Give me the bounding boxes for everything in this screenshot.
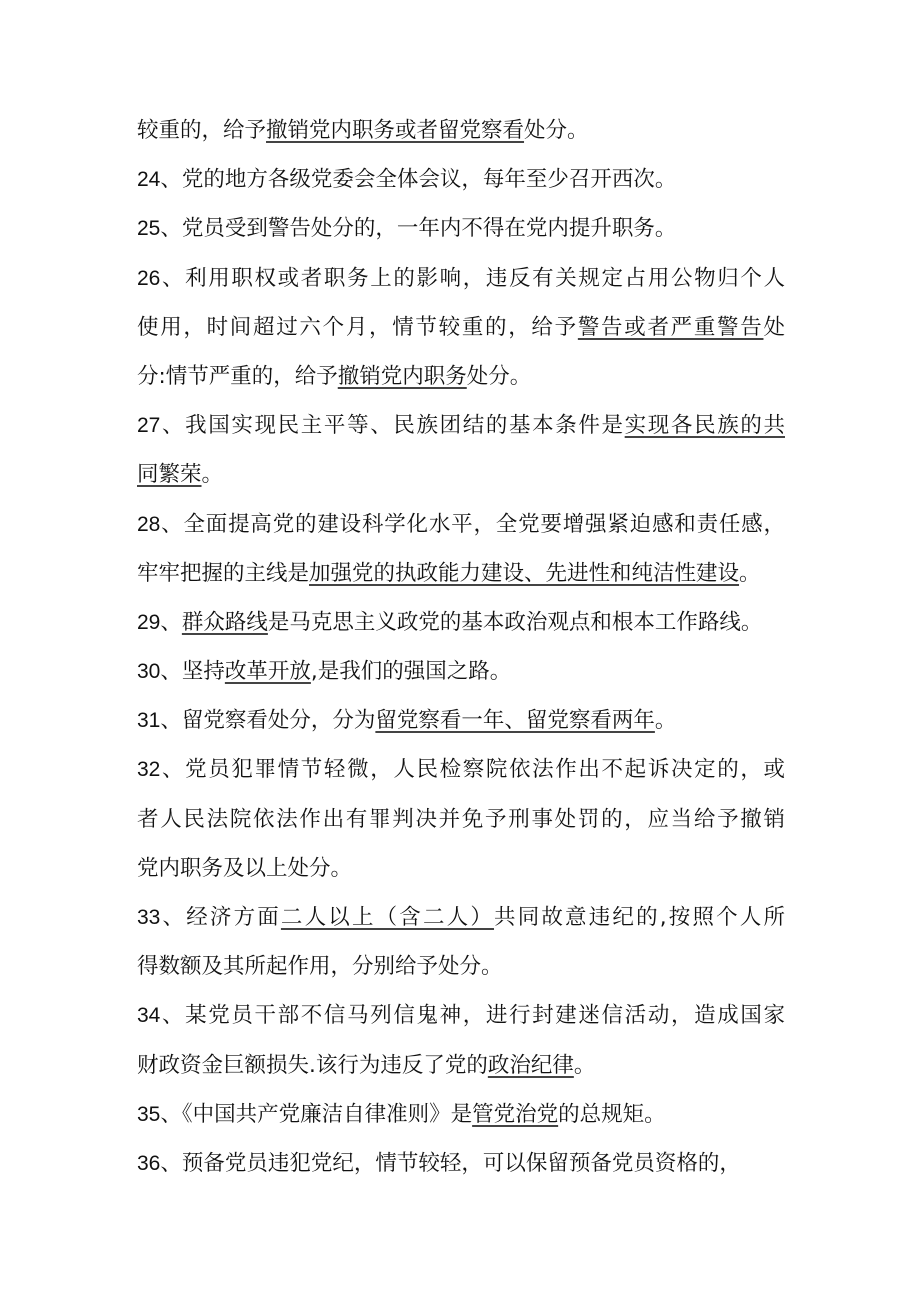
paragraph	[137, 204, 785, 253]
underlined-answer: 加强党的执政能力建设、先进性和纯洁性建设	[309, 560, 740, 586]
paragraph	[137, 106, 785, 155]
question-number: 34	[137, 1004, 161, 1028]
question-number: 25	[137, 217, 161, 241]
underlined-answer: 撤销党内职务或者留党察看	[266, 118, 525, 143]
text-line	[137, 795, 785, 844]
text-segment: 。	[654, 708, 677, 734]
text-line	[137, 1090, 785, 1139]
text-line	[137, 155, 785, 204]
text-segment: 、留党察看处分，分为	[160, 708, 376, 734]
text-segment: 。	[739, 560, 761, 586]
text-line	[137, 893, 785, 942]
question-number: 31	[137, 709, 161, 733]
text-line	[137, 598, 785, 647]
text-line	[137, 745, 785, 794]
text-segment: 财政资金巨额损失.该行为违反了党的	[137, 1052, 488, 1078]
underlined-answer: 实现各民族的共	[624, 413, 785, 439]
text-segment: 共同故意违纪的,按照个人所	[494, 905, 785, 930]
document-body	[137, 106, 785, 1188]
paragraph	[137, 598, 785, 647]
text-segment: 、党员受到警告处分的，一年内不得在党内提升职务。	[160, 216, 677, 242]
text-segment: 、全面提高党的建设科学化水平，全党要增强紧迫感和责任感，	[160, 511, 785, 537]
question-number: 30	[137, 660, 161, 684]
underlined-answer: 改革开放	[224, 659, 311, 685]
text-line	[137, 254, 785, 303]
text-segment: 得数额及其所起作用，分别给予处分。	[137, 954, 503, 980]
text-line	[137, 549, 785, 598]
paragraph	[137, 696, 785, 745]
question-number: 35	[137, 1102, 161, 1126]
paragraph	[137, 1090, 785, 1139]
text-line	[137, 942, 785, 991]
text-segment: 使用，时间超过六个月，情节较重的，给予	[137, 314, 578, 340]
text-segment: 较重的，给予	[137, 118, 267, 143]
text-segment: 。	[573, 1052, 596, 1078]
text-segment: 。	[201, 462, 224, 488]
text-segment: 、某党员干部不信马列信鬼神，进行封建迷信活动，造成国家	[160, 1003, 785, 1029]
text-segment: 、	[160, 609, 182, 635]
paragraph	[137, 991, 785, 1089]
text-line	[137, 844, 785, 893]
text-line	[137, 303, 785, 352]
text-segment: 、坚持	[160, 659, 225, 685]
paragraph	[137, 254, 785, 402]
text-segment: 党内职务及以上处分。	[137, 855, 353, 881]
text-line	[137, 450, 785, 499]
text-segment: 牢牢把握的主线是	[137, 560, 310, 586]
text-segment: 、利用职权或者职务上的影响，违反有关规定占用公物归个人	[160, 265, 785, 291]
text-segment: 者人民法院依法作出有罪判决并免予刑事处罚的，应当给予撤销	[137, 806, 785, 832]
underlined-answer: 二人以上（含二人）	[280, 905, 495, 930]
paragraph	[137, 401, 785, 499]
underlined-answer: 管党治党	[472, 1101, 559, 1127]
question-number: 24	[137, 168, 161, 192]
text-line	[137, 696, 785, 745]
text-segment: 处分。	[466, 363, 532, 389]
question-number: 26	[137, 266, 161, 290]
text-segment: 分:情节严重的，给予	[137, 363, 338, 389]
question-number: 36	[137, 1151, 161, 1175]
paragraph	[137, 745, 785, 893]
text-segment: 是马克思主义政党的基本政治观点和根本工作路线。	[267, 609, 763, 635]
text-line	[137, 647, 785, 696]
paragraph	[137, 500, 785, 598]
underlined-answer: 群众路线	[181, 609, 268, 635]
underlined-answer: 撤销党内职务	[337, 363, 467, 389]
text-line	[137, 352, 785, 401]
text-segment: 处分。	[524, 118, 589, 143]
text-segment: 、经济方面	[160, 905, 281, 930]
paragraph	[137, 893, 785, 991]
text-line	[137, 106, 785, 155]
text-line	[137, 204, 785, 253]
underlined-answer: 警告或者严重警告	[577, 314, 764, 340]
text-segment: 的总规矩。	[558, 1101, 666, 1127]
text-line	[137, 1139, 785, 1188]
text-line	[137, 1041, 785, 1090]
text-segment: 处	[763, 314, 785, 340]
text-segment: 、我国实现民主平等、民族团结的基本条件是	[160, 413, 625, 439]
question-number: 29	[137, 610, 161, 634]
paragraph	[137, 647, 785, 696]
paragraph	[137, 1139, 785, 1188]
question-number: 32	[137, 758, 161, 782]
underlined-answer: 留党察看一年、留党察看两年	[375, 708, 655, 734]
text-line	[137, 401, 785, 450]
text-segment: 、党的地方各级党委会全体会议，每年至少召开西次。	[160, 167, 677, 193]
underlined-answer: 同繁荣	[137, 462, 202, 488]
question-number: 33	[137, 906, 161, 929]
text-line	[137, 991, 785, 1040]
text-segment: 、预备党员违犯党纪，情节较轻，可以保留预备党员资格的，	[160, 1150, 741, 1176]
underlined-answer: 政治纪律	[487, 1052, 574, 1078]
text-segment: ,是我们的强国之路。	[310, 659, 512, 685]
question-number: 27	[137, 414, 161, 438]
text-line	[137, 500, 785, 549]
text-segment: 、《中国共产党廉洁自律准则》是	[160, 1101, 473, 1127]
paragraph	[137, 155, 785, 204]
question-number: 28	[137, 512, 161, 536]
text-segment: 、党员犯罪情节轻微，人民检察院依法作出不起诉决定的，或	[160, 757, 785, 783]
